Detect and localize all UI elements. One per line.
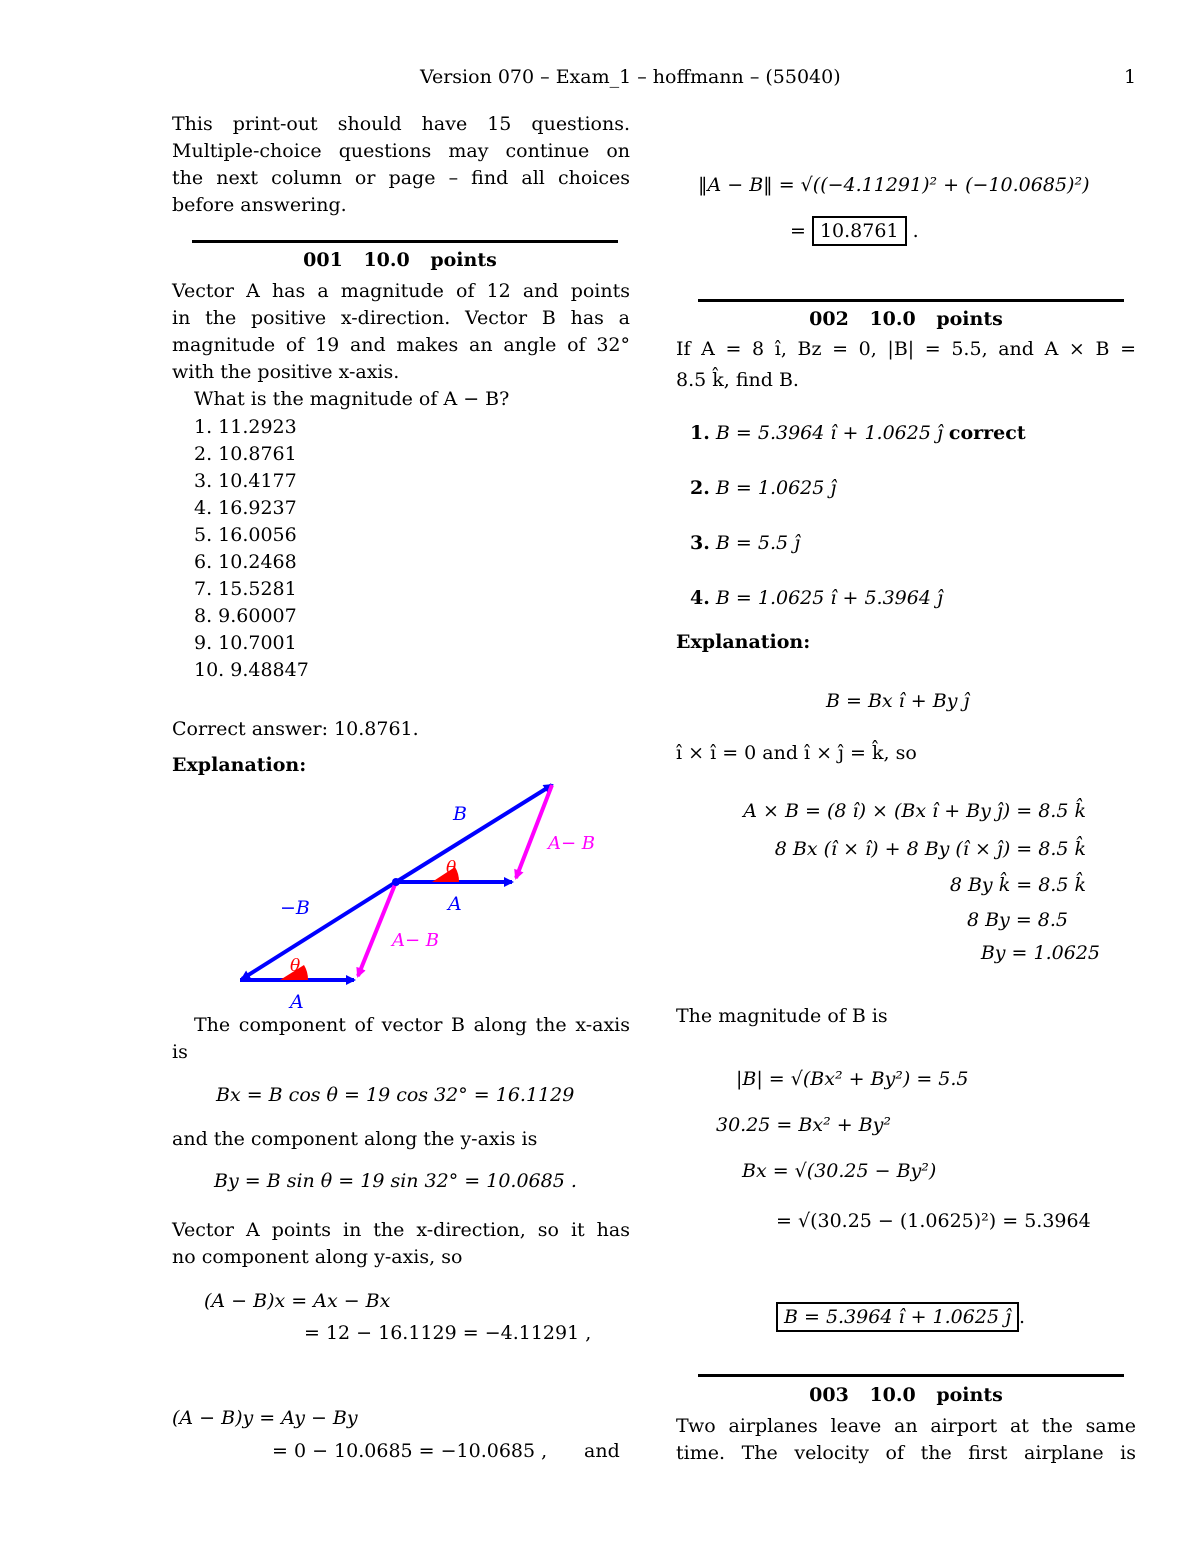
intro-line: This print-out should have 15 questions. [172,113,630,135]
intro-block [172,111,630,219]
origin-dot [392,878,400,886]
cross-eq-line: 8 By k̂ = 8.5 k̂ [949,874,1086,896]
no-component-text [172,1217,630,1271]
q3-heading: 003 10.0 points [809,1384,1003,1406]
no-component-line: Vector A points in the x-direction, so it has [172,1219,630,1241]
label-a-bottom: A [290,991,304,1013]
y-component-text: and the component along the y-axis is [172,1128,538,1150]
mag-line: |B| = √(Bx² + By²) = 5.5 [736,1068,969,1090]
q1-choice: 8. 9.60007 [194,605,297,627]
eq-amb-x-2: = 12 − 16.1129 = −4.11291 , [304,1322,592,1344]
magnitude-text: The magnitude of B is [676,1005,888,1027]
q2-final-answer [776,1306,1025,1328]
eq-bx: Bx = B cos θ = 19 cos 32° = 16.1129 [216,1084,575,1106]
q1-choice: 1. 11.2923 [194,416,297,438]
mag-line: = √(30.25 − (1.0625)²) = 5.3964 [776,1210,1091,1232]
mag-eq-2 [790,220,919,242]
q1-question: What is the magnitude of A − B? [194,388,510,410]
q1-choice: 2. 10.8761 [194,443,297,465]
q2-explanation-label: Explanation: [676,631,811,653]
question-divider [192,240,618,243]
cross-eq-line: By = 1.0625 [980,942,1100,964]
label-b: B [453,803,467,825]
intro-line: before answering. [172,194,347,216]
q1-text-line: magnitude of 19 and makes an angle of 32° [172,334,630,356]
label-a-minus-b-top: A− B [548,833,596,854]
q1-component-text [172,1012,630,1066]
q1-choice: 9. 10.7001 [194,632,297,654]
cross-product-text: î × î = 0 and î × ĵ = k̂, so [676,742,917,764]
q2-choice-text: B = 5.5 ĵ [715,532,800,554]
q2-final-suffix: . [1018,1306,1026,1328]
vector-negative-b [242,882,396,979]
q1-text-line: in the positive x-direction. Vector B has a [172,307,630,329]
q1-choice: 4. 16.9237 [194,497,297,519]
q1-choice: 3. 10.4177 [194,470,297,492]
mag-eq-2-prefix: = [790,220,806,242]
q2-choice-num: 1. [690,422,710,444]
q2-choice-text: B = 1.0625 î + 5.3964 ĵ [715,587,943,609]
label-a-minus-b-bottom: A− B [392,930,440,951]
q1-choice: 6. 10.2468 [194,551,297,573]
intro-line: Multiple-choice questions may continue on [172,140,630,162]
intro-line: the next column or page – find all choices [172,167,630,189]
mag-line: Bx = √(30.25 − By²) [742,1160,937,1182]
q2-choice-1 [690,420,1026,447]
q2-final-answer-box: B = 5.3964 î + 1.0625 ĵ [776,1302,1019,1332]
q2-choice-num: 4. [690,587,710,609]
q2-correct-tag: correct [948,422,1026,444]
q1-text-line: with the positive x-axis. [172,361,400,383]
eq-b-components: B = Bx î + By ĵ [826,690,970,712]
cross-eq-line: A × B = (8 î) × (Bx î + By ĵ) = 8.5 k̂ [743,800,1086,822]
cross-eq-line: 8 Bx (î × î) + 8 By (î × ĵ) = 8.5 k̂ [774,838,1086,860]
q2-heading: 002 10.0 points [809,308,1003,330]
q3-text [676,1413,1136,1467]
label-negative-b: −B [280,897,310,919]
q2-text-line: 8.5 k̂, find B. [676,369,799,391]
question-divider [698,299,1124,302]
q2-text-line: If A = 8 î, Bz = 0, |B| = 5.5, and A × B = [676,338,1136,360]
q1-choice: 10. 9.48847 [194,659,309,681]
vector-b [396,785,552,882]
vector-diagram [228,772,618,1017]
and-word: and [584,1440,620,1462]
eq-by: By = B sin θ = 19 sin 32° = 10.0685 . [214,1170,577,1192]
eq-amb-x-1: (A − B)x = Ax − Bx [204,1290,391,1312]
q2-choice-2 [690,475,836,502]
q1-heading: 001 10.0 points [303,249,497,271]
q1-explanation-label: Explanation: [172,754,307,776]
mag-eq-2-suffix: . [912,220,919,242]
q1-text [172,278,630,413]
q1-text-line: Vector A has a magnitude of 12 and points [172,280,630,302]
q1-choice: 5. 16.0056 [194,524,297,546]
theta-label-bottom: θ [290,956,301,976]
vector-a-minus-b-top [516,785,552,878]
component-line: is [172,1041,188,1063]
mag-eq-1: ‖A − B‖ = √((−4.11291)² + (−10.0685)²) [698,174,1090,196]
q3-text-line: time. The velocity of the first airplane is [676,1442,1136,1464]
mag-line: 30.25 = Bx² + By² [716,1114,891,1136]
theta-label-top: θ [446,858,457,878]
page-number: 1 [1124,66,1137,88]
page-header-title: Version 070 – Exam_1 – hoffmann – (55040) [420,66,841,88]
question-divider [698,1374,1124,1377]
cross-eq-line: 8 By = 8.5 [966,909,1068,931]
q2-choice-4 [690,585,943,612]
no-component-line: no component along y-axis, so [172,1246,463,1268]
label-a-top: A [448,893,462,915]
eq-amb-y-2: = 0 − 10.0685 = −10.0685 , [272,1440,548,1462]
q2-text [676,336,1136,394]
q2-choice-text: B = 1.0625 ĵ [715,477,837,499]
q1-correct-answer: Correct answer: 10.8761. [172,718,419,740]
mag-answer-box: 10.8761 [812,216,907,246]
q2-choice-3 [690,530,800,557]
q2-choice-num: 3. [690,532,710,554]
eq-amb-y-1: (A − B)y = Ay − By [172,1407,358,1429]
q3-text-line: Two airplanes leave an airport at the same [676,1415,1136,1437]
q1-choice: 7. 15.5281 [194,578,297,600]
q2-choice-text: B = 5.3964 î + 1.0625 ĵ [715,422,943,444]
component-line: The component of vector B along the x-axis [194,1014,630,1036]
q2-choice-num: 2. [690,477,710,499]
q1-choices [194,414,309,684]
